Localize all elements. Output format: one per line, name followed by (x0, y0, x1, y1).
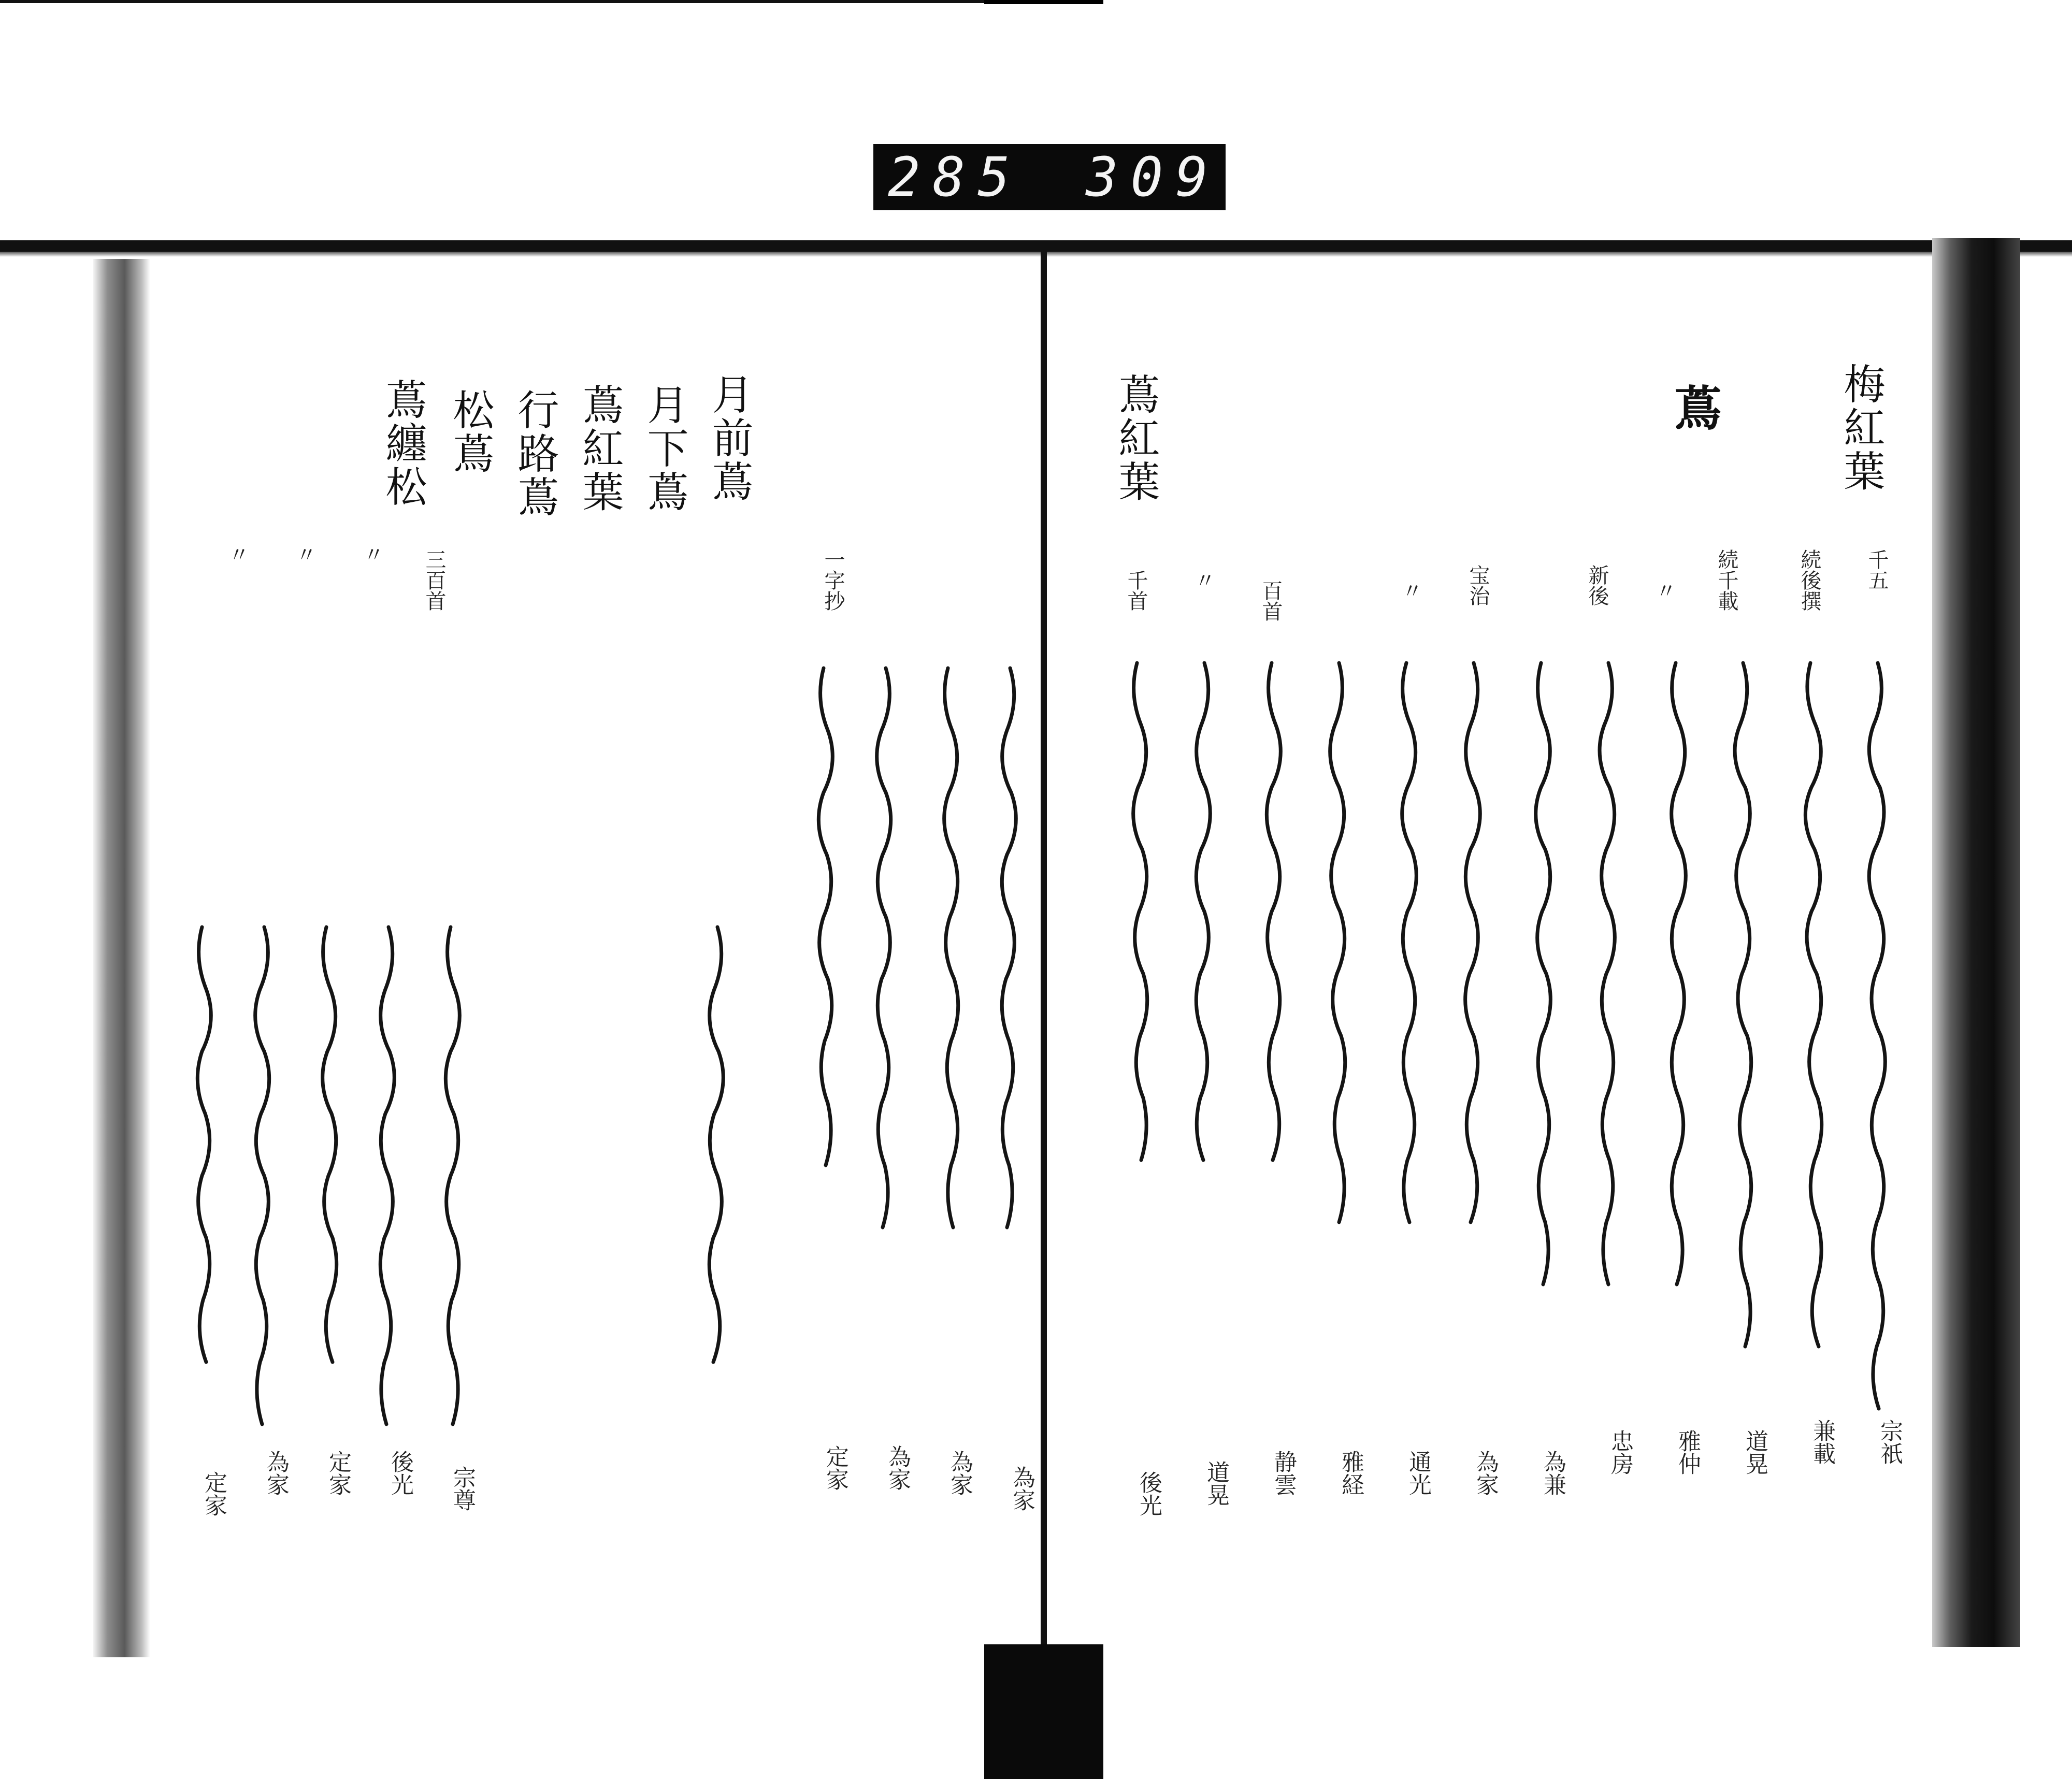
cursive-poem-text (1049, 259, 1932, 1647)
source-label: 〃 (360, 544, 384, 565)
poet-name: 後光 (387, 1450, 413, 1496)
poet-name: 道晃 (1742, 1429, 1768, 1475)
section-heading: 月下蔦 (640, 383, 688, 514)
section-heading: 松蔦 (446, 388, 494, 475)
poet-name: 為家 (1009, 1466, 1035, 1511)
source-label: 〃 (225, 544, 249, 565)
source-label: 三百首 (422, 549, 446, 611)
poet-name: 宗祇 (1876, 1419, 1903, 1465)
left-page (150, 259, 1039, 1647)
source-label: 〃 (1652, 580, 1676, 601)
poet-name: 宗尊 (449, 1466, 476, 1511)
source-label: 続後撰 (1797, 549, 1821, 611)
poet-name: 雅仲 (1674, 1429, 1701, 1475)
source-label: 〃 (1399, 580, 1422, 601)
poet-name: 後光 (1135, 1471, 1162, 1516)
poet-name: 定家 (200, 1471, 227, 1516)
source-label: 〃 (293, 544, 316, 565)
right-page (1049, 259, 1932, 1647)
source-label: 千五 (1865, 549, 1889, 590)
section-heading: 蔦紅葉 (1112, 373, 1160, 503)
poet-name: 為家 (946, 1450, 973, 1496)
section-heading: 蔦 (1666, 383, 1722, 434)
poet-name: 為家 (263, 1450, 289, 1496)
poet-name: 定家 (325, 1450, 351, 1496)
counter-left-number: 285 (888, 146, 1023, 209)
right-page-edge (1932, 238, 2020, 1647)
source-label: 〃 (1191, 570, 1215, 590)
cursive-poem-text (150, 259, 1039, 1647)
poet-name: 兼載 (1809, 1419, 1835, 1465)
mount-bar (0, 240, 2072, 252)
section-heading: 蔦纏松 (379, 378, 427, 509)
section-heading: 蔦紅葉 (575, 383, 624, 514)
poet-name: 為家 (884, 1445, 911, 1491)
source-label: 続千載 (1715, 549, 1738, 611)
top-rule-tab (984, 0, 1103, 4)
gutter-block (984, 1644, 1103, 1779)
poet-name: 通光 (1405, 1450, 1431, 1496)
poet-name: 為兼 (1539, 1450, 1566, 1496)
source-label: 千首 (1124, 570, 1148, 611)
poet-name: 雅経 (1337, 1450, 1364, 1496)
poet-name: 道晃 (1203, 1460, 1229, 1506)
counter-right-number: 309 (1086, 146, 1220, 209)
poet-name: 為家 (1472, 1450, 1499, 1496)
section-heading: 月前蔦 (705, 373, 753, 503)
mount-bar-shadow (0, 252, 2072, 257)
source-label: 一字抄 (821, 549, 845, 611)
scan-frame-counter (873, 144, 1226, 210)
source-label: 百首 (1259, 580, 1283, 621)
poet-name: 静雲 (1270, 1450, 1297, 1496)
section-heading: 梅紅葉 (1837, 363, 1885, 493)
section-heading: 行路蔦 (511, 388, 559, 519)
poet-name: 定家 (822, 1445, 848, 1491)
book-gutter (1041, 249, 1047, 1657)
source-label: 新後 (1585, 565, 1609, 606)
source-label: 宝治 (1466, 565, 1490, 606)
left-page-edge (93, 259, 150, 1657)
top-rule (0, 0, 1103, 3)
poet-name: 忠房 (1607, 1429, 1633, 1475)
